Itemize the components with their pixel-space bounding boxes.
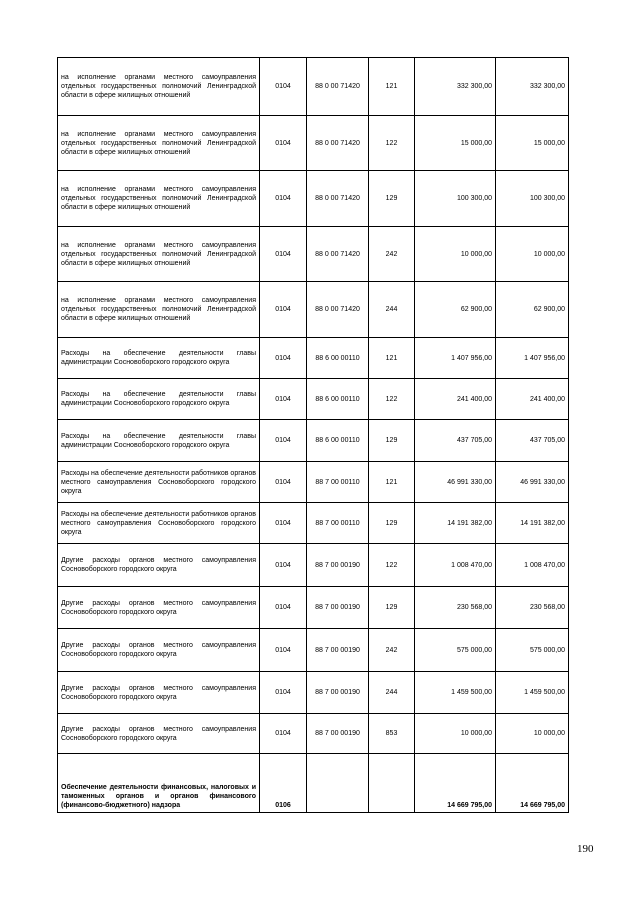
section-code-cell: 0104 [260, 629, 307, 672]
target-article-cell: 88 7 00 00190 [307, 672, 369, 714]
expense-type-cell: 244 [369, 282, 415, 338]
amount-cell: 10 000,00 [496, 714, 569, 754]
table-row [58, 544, 569, 587]
item-name-cell: на исполнение органами местного самоуправления отдельных государственных полномочий Ленинградской области в сфере жилищных отношений [58, 58, 260, 116]
table-row [58, 338, 569, 379]
target-article-cell: 88 6 00 00110 [307, 420, 369, 462]
table-row [58, 587, 569, 629]
target-article-cell: 88 7 00 00190 [307, 587, 369, 629]
section-code-cell: 0104 [260, 503, 307, 544]
amount-cell: 230 568,00 [496, 587, 569, 629]
amount-cell: 332 300,00 [496, 58, 569, 116]
section-code-cell: 0106 [260, 754, 307, 813]
target-article-cell: 88 0 00 71420 [307, 227, 369, 282]
expense-type-cell: 122 [369, 379, 415, 420]
expense-type-cell: 122 [369, 544, 415, 587]
expense-type-cell: 121 [369, 462, 415, 503]
amount-cell: 241 400,00 [496, 379, 569, 420]
target-article-cell: 88 0 00 71420 [307, 171, 369, 227]
expense-type-cell: 242 [369, 227, 415, 282]
amount-cell: 14 669 795,00 [415, 754, 496, 813]
amount-cell: 1 459 500,00 [496, 672, 569, 714]
amount-cell: 241 400,00 [415, 379, 496, 420]
table-row [58, 714, 569, 754]
amount-cell: 575 000,00 [496, 629, 569, 672]
target-article-cell: 88 7 00 00110 [307, 503, 369, 544]
section-code-cell: 0104 [260, 462, 307, 503]
amount-cell: 14 191 382,00 [496, 503, 569, 544]
item-name-cell: Обеспечение деятельности финансовых, налоговых и таможенных органов и органов финансового (финансово-бюджетного) надзора [58, 754, 260, 813]
amount-cell: 14 669 795,00 [496, 754, 569, 813]
item-name-cell: Другие расходы органов местного самоуправления Сосновоборского городского округа [58, 714, 260, 754]
amount-cell: 15 000,00 [496, 116, 569, 171]
expense-type-cell: 129 [369, 171, 415, 227]
section-code-cell: 0104 [260, 338, 307, 379]
item-name-cell: на исполнение органами местного самоуправления отдельных государственных полномочий Ленинградской области в сфере жилищных отношений [58, 282, 260, 338]
expense-type-cell: 129 [369, 420, 415, 462]
target-article-cell: 88 7 00 00190 [307, 629, 369, 672]
amount-cell: 575 000,00 [415, 629, 496, 672]
target-article-cell: 88 7 00 00190 [307, 544, 369, 587]
budget-table [57, 57, 569, 813]
item-name-cell: Расходы на обеспечение деятельности работников органов местного самоуправления Сосновоборского городского округа [58, 462, 260, 503]
expense-type-cell: 122 [369, 116, 415, 171]
table-row-section-total [58, 754, 569, 813]
target-article-cell: 88 0 00 71420 [307, 282, 369, 338]
target-article-cell: 88 7 00 00190 [307, 714, 369, 754]
section-code-cell: 0104 [260, 227, 307, 282]
expense-type-cell: 242 [369, 629, 415, 672]
section-code-cell: 0104 [260, 171, 307, 227]
target-article-cell: 88 6 00 00110 [307, 379, 369, 420]
expense-type-cell: 244 [369, 672, 415, 714]
table-row [58, 629, 569, 672]
target-article-cell: 88 6 00 00110 [307, 338, 369, 379]
table-row [58, 116, 569, 171]
target-article-cell [307, 754, 369, 813]
amount-cell: 10 000,00 [415, 227, 496, 282]
expense-type-cell: 129 [369, 587, 415, 629]
section-code-cell: 0104 [260, 58, 307, 116]
amount-cell: 1 459 500,00 [415, 672, 496, 714]
expense-type-cell: 121 [369, 58, 415, 116]
amount-cell: 437 705,00 [415, 420, 496, 462]
item-name-cell: на исполнение органами местного самоуправления отдельных государственных полномочий Ленинградской области в сфере жилищных отношений [58, 116, 260, 171]
amount-cell: 46 991 330,00 [415, 462, 496, 503]
amount-cell: 1 008 470,00 [496, 544, 569, 587]
table-row [58, 227, 569, 282]
table-row [58, 171, 569, 227]
amount-cell: 10 000,00 [496, 227, 569, 282]
budget-table-body [58, 58, 569, 813]
item-name-cell: Другие расходы органов местного самоуправления Сосновоборского городского округа [58, 544, 260, 587]
item-name-cell: Расходы на обеспечение деятельности работников органов местного самоуправления Сосновоборского городского округа [58, 503, 260, 544]
section-code-cell: 0104 [260, 420, 307, 462]
expense-type-cell: 121 [369, 338, 415, 379]
amount-cell: 437 705,00 [496, 420, 569, 462]
target-article-cell: 88 0 00 71420 [307, 116, 369, 171]
item-name-cell: Расходы на обеспечение деятельности главы администрации Сосновоборского городского округа [58, 420, 260, 462]
amount-cell: 1 407 956,00 [496, 338, 569, 379]
page-number: 190 [577, 843, 594, 855]
item-name-cell: Другие расходы органов местного самоуправления Сосновоборского городского округа [58, 629, 260, 672]
item-name-cell: Расходы на обеспечение деятельности главы администрации Сосновоборского городского округа [58, 379, 260, 420]
item-name-cell: на исполнение органами местного самоуправления отдельных государственных полномочий Ленинградской области в сфере жилищных отношений [58, 171, 260, 227]
amount-cell: 100 300,00 [415, 171, 496, 227]
section-code-cell: 0104 [260, 116, 307, 171]
table-row [58, 672, 569, 714]
item-name-cell: на исполнение органами местного самоуправления отдельных государственных полномочий Ленинградской области в сфере жилищных отношений [58, 227, 260, 282]
section-code-cell: 0104 [260, 544, 307, 587]
amount-cell: 1 407 956,00 [415, 338, 496, 379]
amount-cell: 46 991 330,00 [496, 462, 569, 503]
table-row [58, 503, 569, 544]
expense-type-cell: 853 [369, 714, 415, 754]
section-code-cell: 0104 [260, 672, 307, 714]
item-name-cell: Расходы на обеспечение деятельности главы администрации Сосновоборского городского округа [58, 338, 260, 379]
item-name-cell: Другие расходы органов местного самоуправления Сосновоборского городского округа [58, 672, 260, 714]
section-code-cell: 0104 [260, 282, 307, 338]
table-row [58, 282, 569, 338]
table-row [58, 379, 569, 420]
amount-cell: 15 000,00 [415, 116, 496, 171]
amount-cell: 100 300,00 [496, 171, 569, 227]
amount-cell: 14 191 382,00 [415, 503, 496, 544]
amount-cell: 62 900,00 [496, 282, 569, 338]
table-row [58, 420, 569, 462]
target-article-cell: 88 7 00 00110 [307, 462, 369, 503]
amount-cell: 1 008 470,00 [415, 544, 496, 587]
amount-cell: 62 900,00 [415, 282, 496, 338]
expense-type-cell [369, 754, 415, 813]
item-name-cell: Другие расходы органов местного самоуправления Сосновоборского городского округа [58, 587, 260, 629]
section-code-cell: 0104 [260, 379, 307, 420]
section-code-cell: 0104 [260, 714, 307, 754]
amount-cell: 332 300,00 [415, 58, 496, 116]
amount-cell: 230 568,00 [415, 587, 496, 629]
amount-cell: 10 000,00 [415, 714, 496, 754]
expense-type-cell: 129 [369, 503, 415, 544]
table-row [58, 462, 569, 503]
table-row [58, 58, 569, 116]
section-code-cell: 0104 [260, 587, 307, 629]
target-article-cell: 88 0 00 71420 [307, 58, 369, 116]
